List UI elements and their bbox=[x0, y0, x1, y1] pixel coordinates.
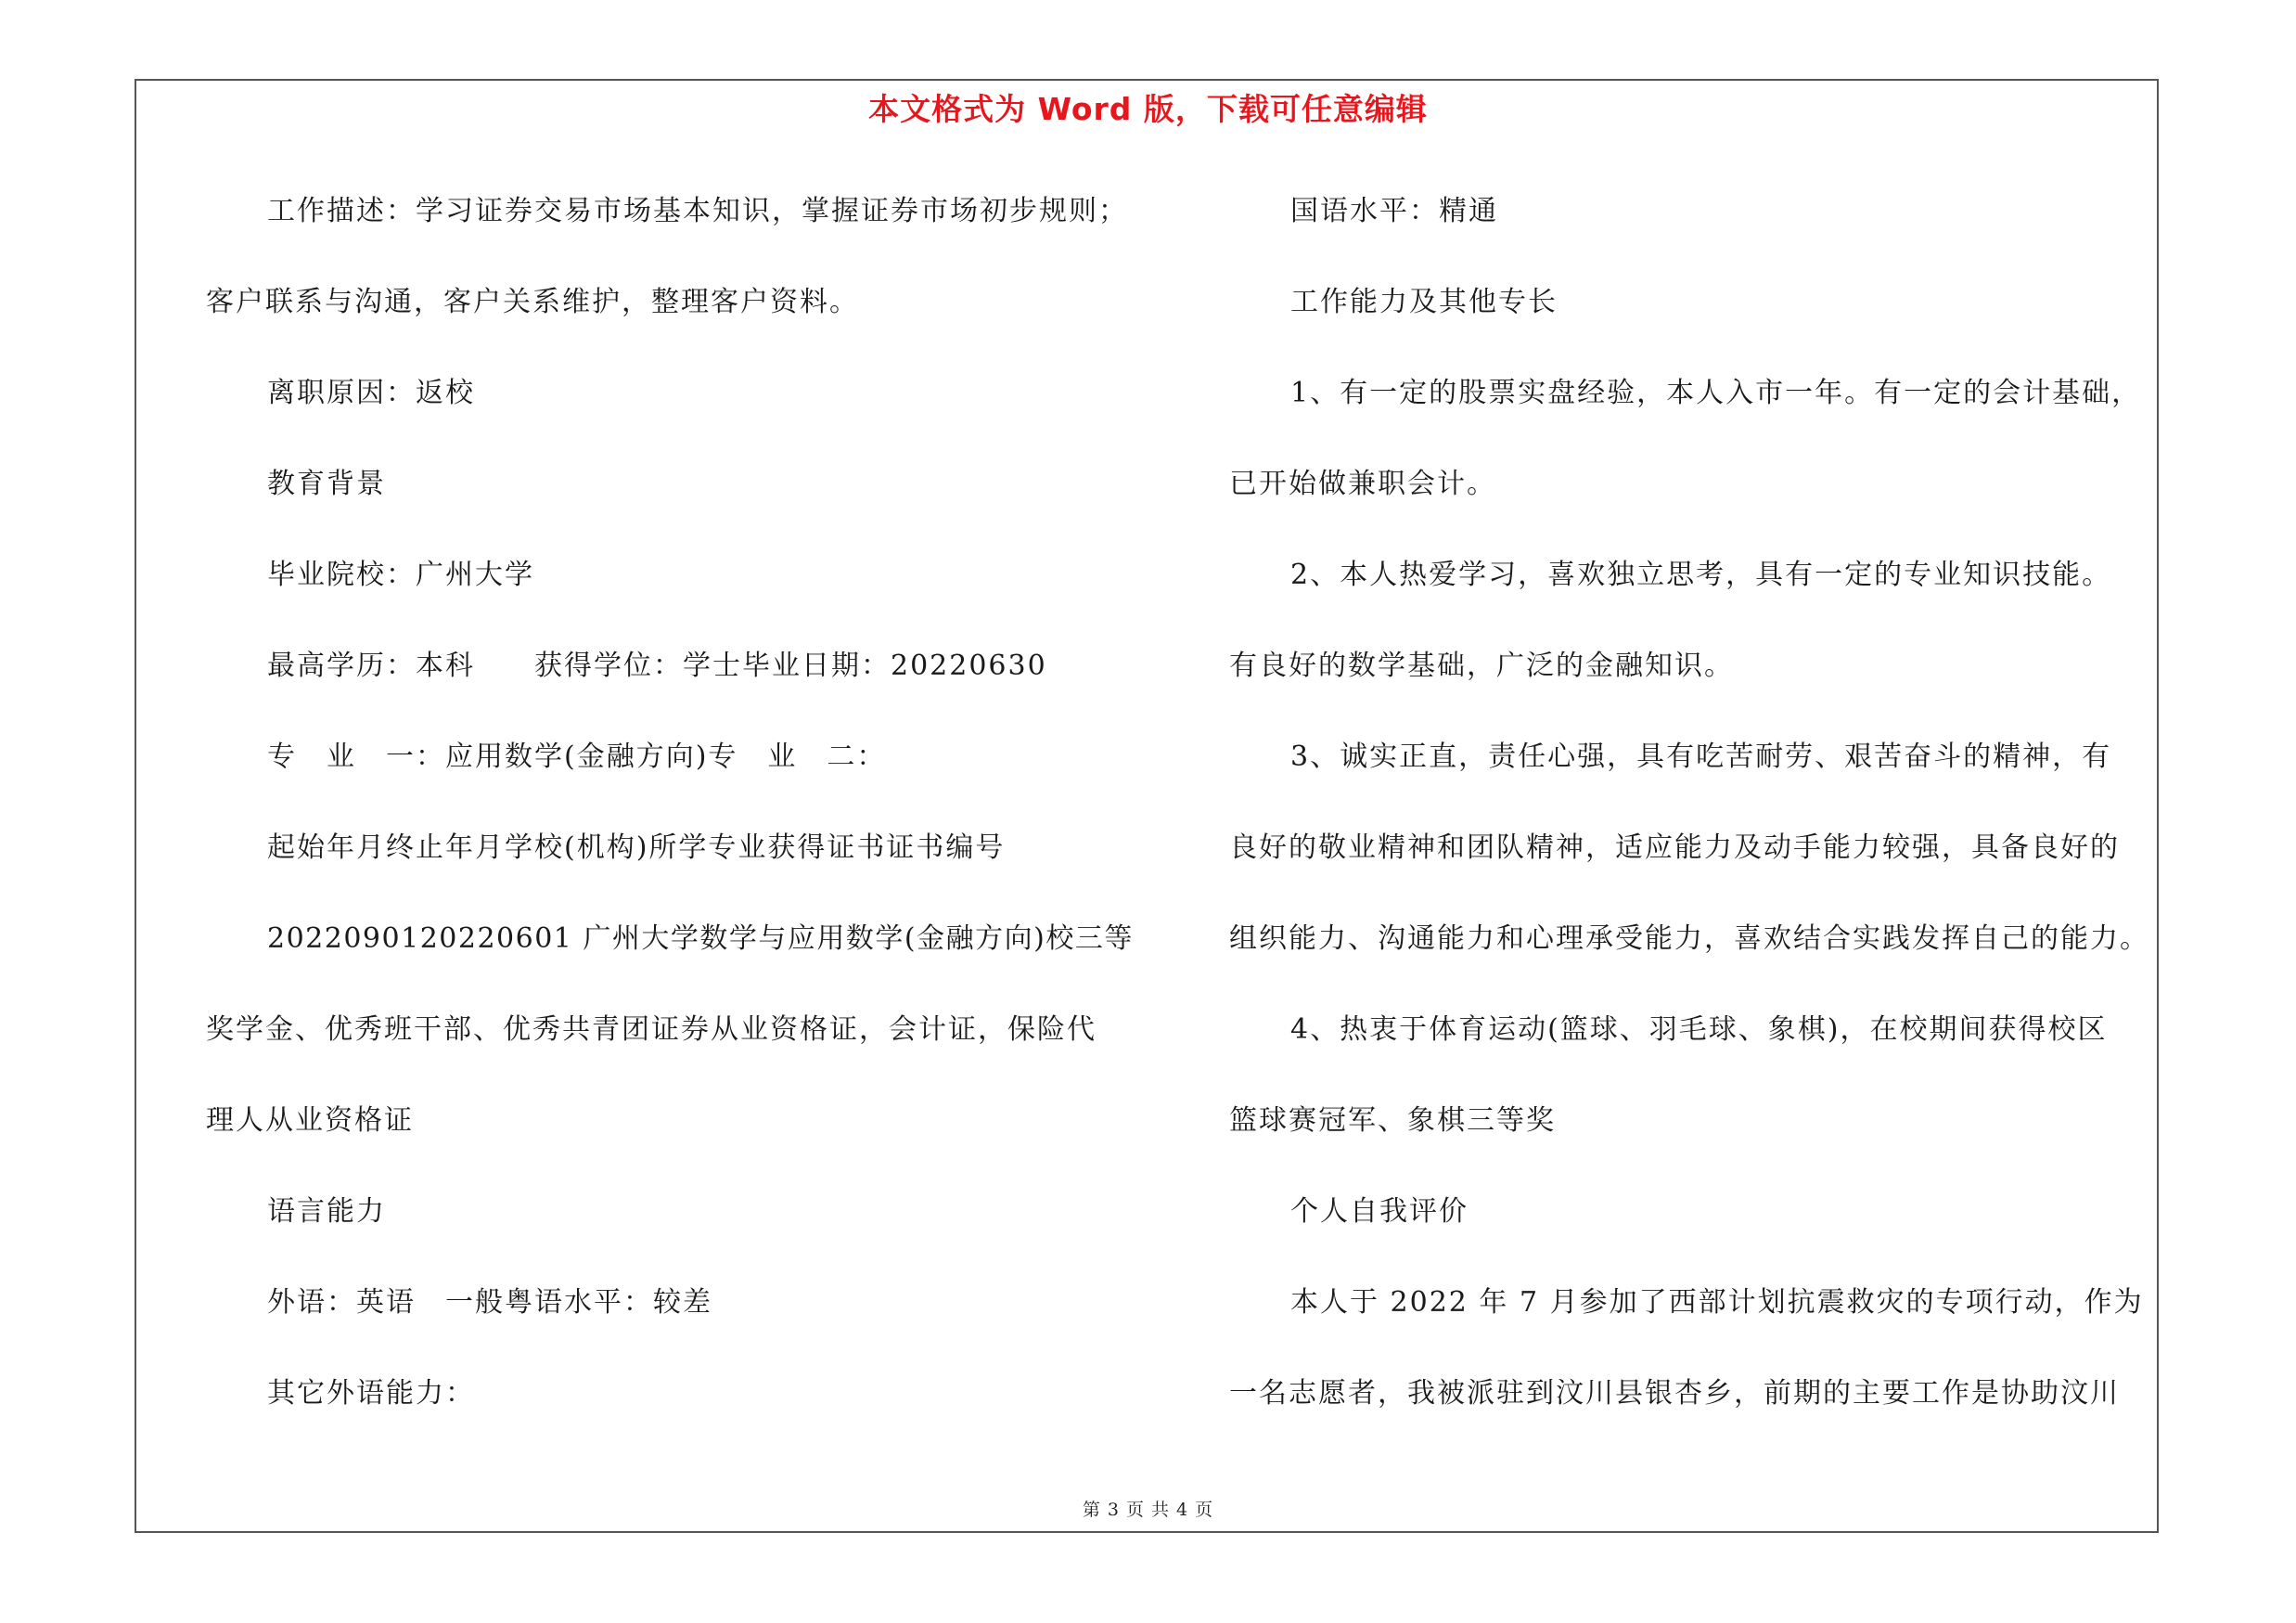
header-banner: 本文格式为 Word 版，下载可任意编辑 bbox=[868, 91, 1428, 127]
section-heading: 工作能力及其他专长 bbox=[1290, 286, 1558, 318]
paragraph-line: 客户联系与沟通，客户关系维护，整理客户资料。 bbox=[206, 286, 859, 318]
paragraph-line: 一名志愿者，我被派驻到汶川县银杏乡，前期的主要工作是协助汶川 bbox=[1229, 1377, 2120, 1410]
paragraph-line: 离职原因：返校 bbox=[267, 377, 475, 409]
paragraph-line: 专 业 一：应用数学(金融方向)专 业 二： bbox=[267, 741, 887, 773]
section-heading: 个人自我评价 bbox=[1290, 1195, 1469, 1228]
paragraph-line: 理人从业资格证 bbox=[206, 1104, 414, 1137]
paragraph-line: 2、本人热爱学习，喜欢独立思考，具有一定的专业知识技能。 bbox=[1290, 559, 2112, 591]
paragraph-line: 本人于 2022 年 7 月参加了西部计划抗震救灾的专项行动，作为 bbox=[1290, 1286, 2144, 1319]
paragraph-line: 外语：英语 一般粤语水平：较差 bbox=[267, 1286, 712, 1319]
paragraph-line: 已开始做兼职会计。 bbox=[1229, 468, 1496, 500]
paragraph-line: 起始年月终止年月学校(机构)所学专业获得证书证书编号 bbox=[267, 831, 1006, 864]
paragraph-line: 1、有一定的股票实盘经验，本人入市一年。有一定的会计基础， bbox=[1290, 377, 2142, 409]
paragraph-line: 工作描述：学习证券交易市场基本知识，掌握证券市场初步规则； bbox=[267, 195, 1128, 227]
paragraph-line: 2022090120220601 广州大学数学与应用数学(金融方向)校三等 bbox=[267, 922, 1134, 955]
paragraph-line: 篮球赛冠军、象棋三等奖 bbox=[1229, 1104, 1556, 1137]
paragraph-line: 最高学历：本科 获得学位：学士毕业日期：20220630 bbox=[267, 650, 1047, 682]
page-number-footer: 第 3 页 共 4 页 bbox=[1082, 1500, 1214, 1520]
paragraph-line: 3、诚实正直，责任心强，具有吃苦耐劳、艰苦奋斗的精神，有 bbox=[1290, 741, 2112, 773]
paragraph-line: 4、热衷于体育运动(篮球、羽毛球、象棋)，在校期间获得校区 bbox=[1290, 1013, 2108, 1046]
paragraph-line: 奖学金、优秀班干部、优秀共青团证券从业资格证，会计证，保险代 bbox=[206, 1013, 1097, 1046]
paragraph-line: 毕业院校：广州大学 bbox=[267, 559, 534, 591]
paragraph-line: 有良好的数学基础，广泛的金融知识。 bbox=[1229, 650, 1734, 682]
paragraph-line: 良好的敬业精神和团队精神，适应能力及动手能力较强，具备良好的 bbox=[1229, 831, 2120, 864]
paragraph-line: 其它外语能力： bbox=[267, 1377, 475, 1410]
section-heading: 语言能力 bbox=[267, 1195, 386, 1228]
paragraph-line: 国语水平：精通 bbox=[1290, 195, 1498, 227]
paragraph-line: 组织能力、沟通能力和心理承受能力，喜欢结合实践发挥自己的能力。 bbox=[1229, 922, 2149, 955]
section-heading: 教育背景 bbox=[267, 468, 386, 500]
